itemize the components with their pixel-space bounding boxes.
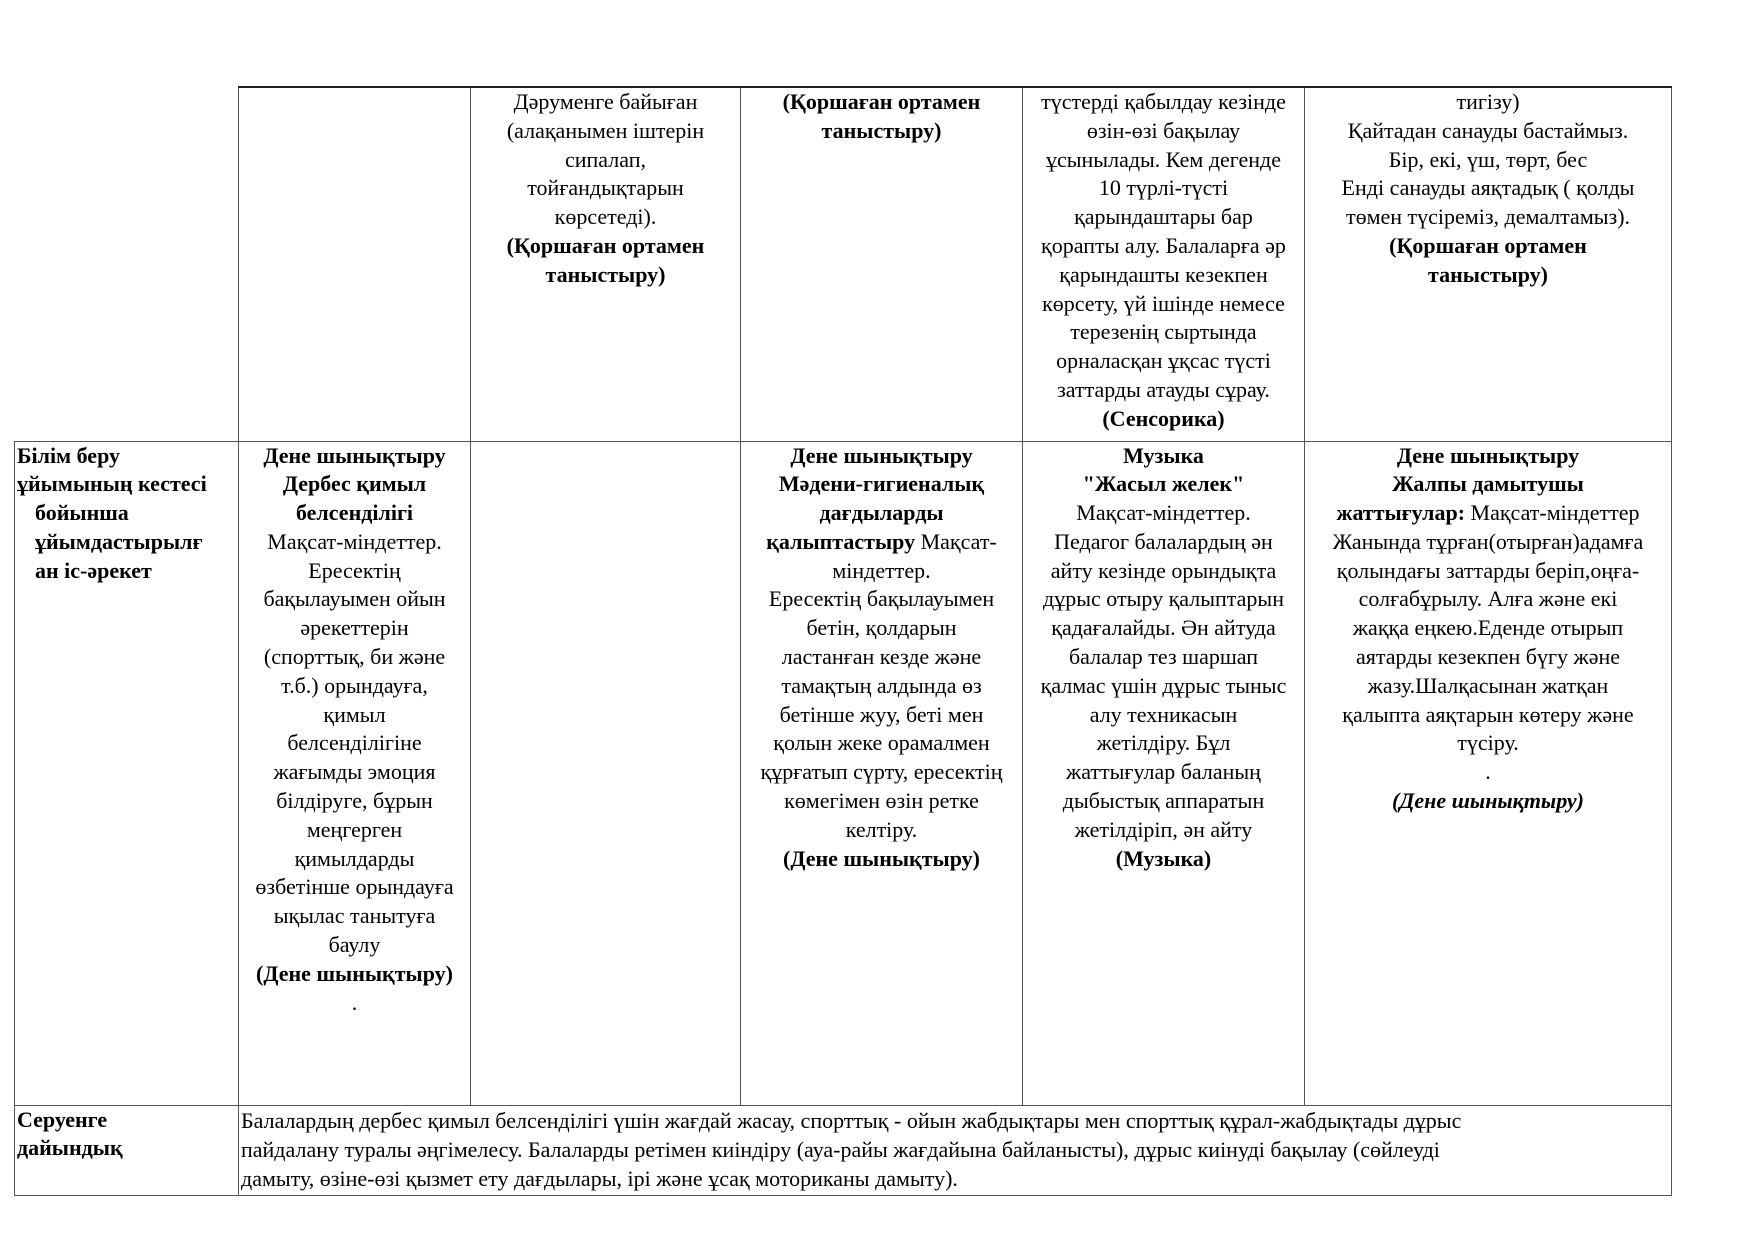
cell-line <box>473 203 738 232</box>
cell-line <box>1025 261 1302 290</box>
cell-line <box>241 672 468 701</box>
cell-line <box>1307 146 1669 175</box>
cell-line-text: (Музыка) <box>1115 845 1212 871</box>
cell-line <box>1025 816 1302 845</box>
cell-line-text: баулу <box>328 932 381 958</box>
cell-line-text: қимылдарды <box>294 845 415 871</box>
cell-line-text: дағдыларды <box>819 500 944 526</box>
cell-line-text: қалыпта аяқтарын көтеру және <box>1342 701 1634 727</box>
cell-line-text: (Қоршаған ортамен <box>782 89 981 114</box>
cell-line <box>743 845 1020 874</box>
cell-line <box>1307 787 1669 816</box>
cell-line-text: Ересектің бақылауымен <box>768 586 995 612</box>
cell-line-text: белсенділігіне <box>287 730 422 756</box>
cell-line-text: тигізу) <box>1456 89 1520 114</box>
cell-line <box>241 931 468 960</box>
cell-line <box>241 902 468 931</box>
cell-line <box>1025 729 1302 758</box>
cell-line <box>1025 203 1302 232</box>
cell-line <box>1307 88 1669 117</box>
cell-line-text: жазу.Шалқасынан жатқан <box>1367 672 1609 698</box>
schedule-table <box>14 86 1672 1196</box>
cell-line <box>1307 585 1669 614</box>
label-line: ұйымының кестесі <box>17 471 207 497</box>
label-line: ан іс-әрекет <box>35 557 152 583</box>
cell-continued-3 <box>741 87 1023 441</box>
cell-line <box>743 499 1020 528</box>
cell-line <box>1307 442 1669 471</box>
cell-line <box>743 557 1020 586</box>
cell-line-text: түстерді қабылдау кезінде <box>1041 89 1286 114</box>
cell-line <box>1307 174 1669 203</box>
cell-line <box>1025 499 1302 528</box>
cell-line-text: (спорттық, би және <box>263 644 446 670</box>
label-line: бойынша <box>35 500 129 526</box>
cell-line-text: Мәдени-гигиеналық <box>778 471 985 497</box>
cell-line-text: қалмас үшін дұрыс тыныс <box>1040 672 1287 698</box>
cell-line-text: бақылауымен ойын <box>263 586 446 612</box>
cell-line-text: жетілдіріп, ән айту <box>1074 816 1253 842</box>
cell-line <box>241 701 468 730</box>
walk-preparation-text <box>239 1105 1672 1195</box>
cell-line-text: қорапты алу. Балаларға әр <box>1041 232 1286 258</box>
cell-line-text: қалыптастыру <box>766 528 916 554</box>
cell-line <box>1025 290 1302 319</box>
cell-line <box>1307 643 1669 672</box>
cell-activity-2 <box>471 441 741 1105</box>
cell-line <box>241 845 468 874</box>
cell-line <box>1307 261 1669 290</box>
cell-line <box>473 261 738 290</box>
table-row-continued <box>15 87 1672 441</box>
cell-line-text: сипалап, <box>565 146 646 172</box>
cell-line-text: Енді санауды аяқтадық ( қолды <box>1341 175 1635 201</box>
cell-line <box>743 758 1020 787</box>
cell-line-text: аятарды кезекпен бүгу және <box>1355 644 1621 670</box>
cell-line-text: Дене шынықтыру <box>263 442 446 468</box>
cell-line <box>1307 729 1669 758</box>
row-label-organized-activity <box>15 441 239 1105</box>
cell-line <box>241 528 468 557</box>
cell-line-text: қадағалайды. Ән айтуда <box>1051 615 1276 641</box>
cell-line <box>473 174 738 203</box>
cell-line-text: . <box>1485 759 1491 785</box>
cell-line <box>241 873 468 902</box>
cell-line <box>1025 701 1302 730</box>
cell-line-text: дыбыстық аппаратын <box>1062 788 1265 814</box>
cell-line <box>1025 470 1302 499</box>
cell-line <box>1025 318 1302 347</box>
cell-activity-1 <box>239 441 471 1105</box>
cell-line-text: терезенің сыртында <box>1070 319 1257 345</box>
cell-line <box>1307 499 1669 528</box>
cell-line-text: көрсетеді). <box>554 204 657 230</box>
cell-line-text: (Дене шынықтыру) <box>1392 788 1584 814</box>
cell-line <box>1025 672 1302 701</box>
cell-line-text: Мақсат-міндеттер. <box>267 528 442 554</box>
cell-line-text: қимыл <box>323 701 386 727</box>
cell-line-text: таныстыру) <box>545 261 666 287</box>
cell-line-text: міндеттер. <box>832 557 931 583</box>
cell-line-text: әрекеттерін <box>300 615 409 641</box>
cell-line <box>473 232 738 261</box>
cell-continued-1 <box>239 87 471 441</box>
cell-line-text: балалар тез шаршап <box>1068 644 1259 670</box>
cell-line <box>473 146 738 175</box>
cell-line <box>1307 701 1669 730</box>
cell-line-tail: Мақсат- <box>915 528 997 554</box>
cell-line <box>1307 557 1669 586</box>
cell-line <box>241 816 468 845</box>
cell-line-text: қарындаштары бар <box>1074 204 1253 230</box>
table-row-walk-preparation <box>15 1105 1672 1195</box>
cell-line <box>241 758 468 787</box>
cell-line <box>241 729 468 758</box>
cell-line-text: төмен түсіреміз, демалтамыз). <box>1345 204 1631 230</box>
cell-line-text: қарындашты кезекпен <box>1059 261 1268 287</box>
cell-line <box>743 643 1020 672</box>
cell-line-text: заттарды атауды сұрау. <box>1057 376 1270 402</box>
row-label-empty <box>15 87 239 441</box>
cell-line-text: "Жасыл желек" <box>1082 471 1245 497</box>
cell-line <box>241 643 468 672</box>
cell-line <box>241 442 468 471</box>
cell-continued-4 <box>1023 87 1305 441</box>
cell-line <box>1025 174 1302 203</box>
cell-line <box>473 88 738 117</box>
cell-line-text: ықылас танытуға <box>273 903 436 929</box>
cell-line <box>1025 347 1302 376</box>
cell-line-text: тамақтың алдында өз <box>781 672 982 698</box>
cell-line <box>241 585 468 614</box>
cell-line-text: (Дене шынықтыру) <box>783 845 980 871</box>
cell-line <box>743 585 1020 614</box>
cell-line-text: (Қоршаған ортамен <box>506 232 705 258</box>
cell-line <box>241 499 468 528</box>
row-label-walk-preparation <box>15 1105 239 1195</box>
cell-line <box>1025 117 1302 146</box>
label-line: Серуенге <box>17 1106 108 1132</box>
cell-line-text: (алақанымен іштерін <box>506 117 705 143</box>
cell-line <box>1025 787 1302 816</box>
cell-line <box>1307 232 1669 261</box>
cell-line <box>241 960 468 989</box>
cell-continued-2 <box>471 87 741 441</box>
cell-line <box>241 787 468 816</box>
cell-line-text: (Дене шынықтыру) <box>256 960 453 986</box>
cell-line-text: білдіруге, бұрын <box>276 788 433 814</box>
cell-line-text: Дербес қимыл <box>282 471 427 497</box>
cell-line-text: Дене шынықтыру <box>790 442 973 468</box>
cell-line <box>1307 528 1669 557</box>
label-line: Білім беру <box>17 442 121 468</box>
cell-line-text: бетінше жуу, беті мен <box>779 701 984 727</box>
cell-line-text: дұрыс отыру қалыптарын <box>1043 586 1284 612</box>
cell-line <box>1307 614 1669 643</box>
cell-line <box>1025 528 1302 557</box>
cell-line-text: жағымды эмоция <box>273 759 436 785</box>
cell-line <box>743 470 1020 499</box>
cell-line-text: жаққа еңкею.Еденде отырып <box>1352 615 1624 641</box>
cell-line <box>241 557 468 586</box>
cell-line <box>241 470 468 499</box>
cell-line-text: . <box>351 989 358 1015</box>
cell-line-text: құрғатып сүрту, ересектің <box>760 759 1003 785</box>
cell-line <box>743 672 1020 701</box>
cell-line-text: жетілдіру. Бұл <box>1096 730 1231 756</box>
cell-line-text: Музыка <box>1123 442 1204 468</box>
cell-line-text: солғабұрылу. Алға және екі <box>1358 586 1618 612</box>
cell-line-text: қолын жеке орамалмен <box>773 730 990 756</box>
cell-line <box>1025 146 1302 175</box>
cell-line-text: 10 түрлі-түсті <box>1098 175 1229 201</box>
cell-line <box>1025 88 1302 117</box>
cell-line <box>743 614 1020 643</box>
cell-line <box>743 816 1020 845</box>
cell-line-text: қолындағы заттарды беріп,оңға- <box>1336 557 1640 583</box>
cell-line-text: таныстыру) <box>1428 261 1548 287</box>
cell-line-text: бетін, қолдарын <box>806 615 957 641</box>
cell-continued-5 <box>1305 87 1672 441</box>
cell-line-text: айту кезінде орындықта <box>1050 557 1277 583</box>
cell-line-text: Дәруменге байыған <box>513 89 698 114</box>
text-line: пайдалану туралы әңгімелесу. Балаларды ретімен киіндіру (ауа-райы жағдайына байланысты), дұрыс киінуді бақылау (сөйлеуді <box>241 1136 1440 1162</box>
cell-line <box>743 787 1020 816</box>
cell-line-text: меңгерген <box>306 816 403 842</box>
cell-line-text: Жалпы дамытушы <box>1392 471 1584 497</box>
cell-line-text: Педагог балалардың ән <box>1054 528 1273 554</box>
cell-line-tail: Мақсат-міндеттер <box>1465 500 1640 526</box>
cell-line-text: жаттығулар: <box>1336 500 1466 526</box>
cell-line <box>1025 758 1302 787</box>
cell-line-text: Бір, екі, үш, төрт, бес <box>1388 146 1588 172</box>
cell-line-text: түсіру. <box>1457 730 1519 756</box>
cell-line-text: тойғандықтарын <box>527 175 684 201</box>
cell-line <box>1025 557 1302 586</box>
cell-line-text: алу техникасын <box>1089 701 1238 727</box>
cell-line <box>743 88 1020 117</box>
cell-line-text: Қайтадан санауды бастаймыз. <box>1347 117 1629 143</box>
cell-line-text: таныстыру) <box>821 117 942 143</box>
cell-line <box>743 117 1020 146</box>
text-line: дамыту, өзіне-өзі қызмет ету дағдылары, ірі және ұсақ моториканы дамыту). <box>241 1165 958 1191</box>
cell-activity-5 <box>1305 441 1672 1105</box>
cell-line-text: Ересектің <box>308 557 401 583</box>
table-row-organized-activity <box>15 441 1672 1105</box>
cell-line <box>1025 643 1302 672</box>
cell-line-text: өзбетінше орындауға <box>255 874 454 900</box>
cell-line-text: Дене шынықтыру <box>1396 442 1580 468</box>
cell-line-text: белсенділігі <box>295 500 414 526</box>
cell-line <box>241 989 468 1018</box>
cell-line <box>743 701 1020 730</box>
cell-line <box>743 729 1020 758</box>
cell-line <box>1025 405 1302 434</box>
cell-line <box>1307 117 1669 146</box>
cell-line-text: (Сенсорика) <box>1102 405 1225 431</box>
cell-line <box>1025 442 1302 471</box>
cell-line <box>1307 470 1669 499</box>
cell-line <box>1025 232 1302 261</box>
cell-line <box>1307 672 1669 701</box>
cell-line-text: (Қоршаған ортамен <box>1389 232 1587 258</box>
cell-line-text: көмегімен өзін ретке <box>784 788 979 814</box>
cell-line-text: келтіру. <box>845 816 918 842</box>
cell-line <box>1025 845 1302 874</box>
cell-line-text: орналасқан ұқсас түсті <box>1056 348 1271 374</box>
cell-activity-3 <box>741 441 1023 1105</box>
cell-line-text: Мақсат-міндеттер. <box>1076 500 1251 526</box>
cell-line-text: ұсынылады. Кем дегенде <box>1045 146 1282 172</box>
cell-line <box>743 528 1020 557</box>
label-line: дайындық <box>17 1135 123 1161</box>
cell-line <box>743 442 1020 471</box>
cell-line-text: өзін-өзі бақылау <box>1086 117 1241 143</box>
cell-line <box>1307 758 1669 787</box>
cell-line-text: ластанған кезде және <box>781 644 982 670</box>
cell-line <box>241 614 468 643</box>
cell-line <box>1025 376 1302 405</box>
cell-line-text: көрсету, үй ішінде немесе <box>1042 290 1285 316</box>
cell-line-text: жаттығулар баланың <box>1066 759 1261 785</box>
label-line: ұйымдастырылғ <box>35 528 203 554</box>
cell-activity-4 <box>1023 441 1305 1105</box>
text-line: Балалардың дербес қимыл белсенділігі үшін жағдай жасау, спорттық - ойын жабдықтары мен спорттық құрал-жабдықтады дұрыс <box>241 1107 1462 1133</box>
cell-line <box>473 117 738 146</box>
cell-line-text: Жанында тұрған(отырған)адамға <box>1332 528 1644 554</box>
cell-line <box>1307 203 1669 232</box>
cell-line-text: т.б.) орындауға, <box>281 672 428 698</box>
cell-line <box>1025 585 1302 614</box>
cell-line <box>1025 614 1302 643</box>
